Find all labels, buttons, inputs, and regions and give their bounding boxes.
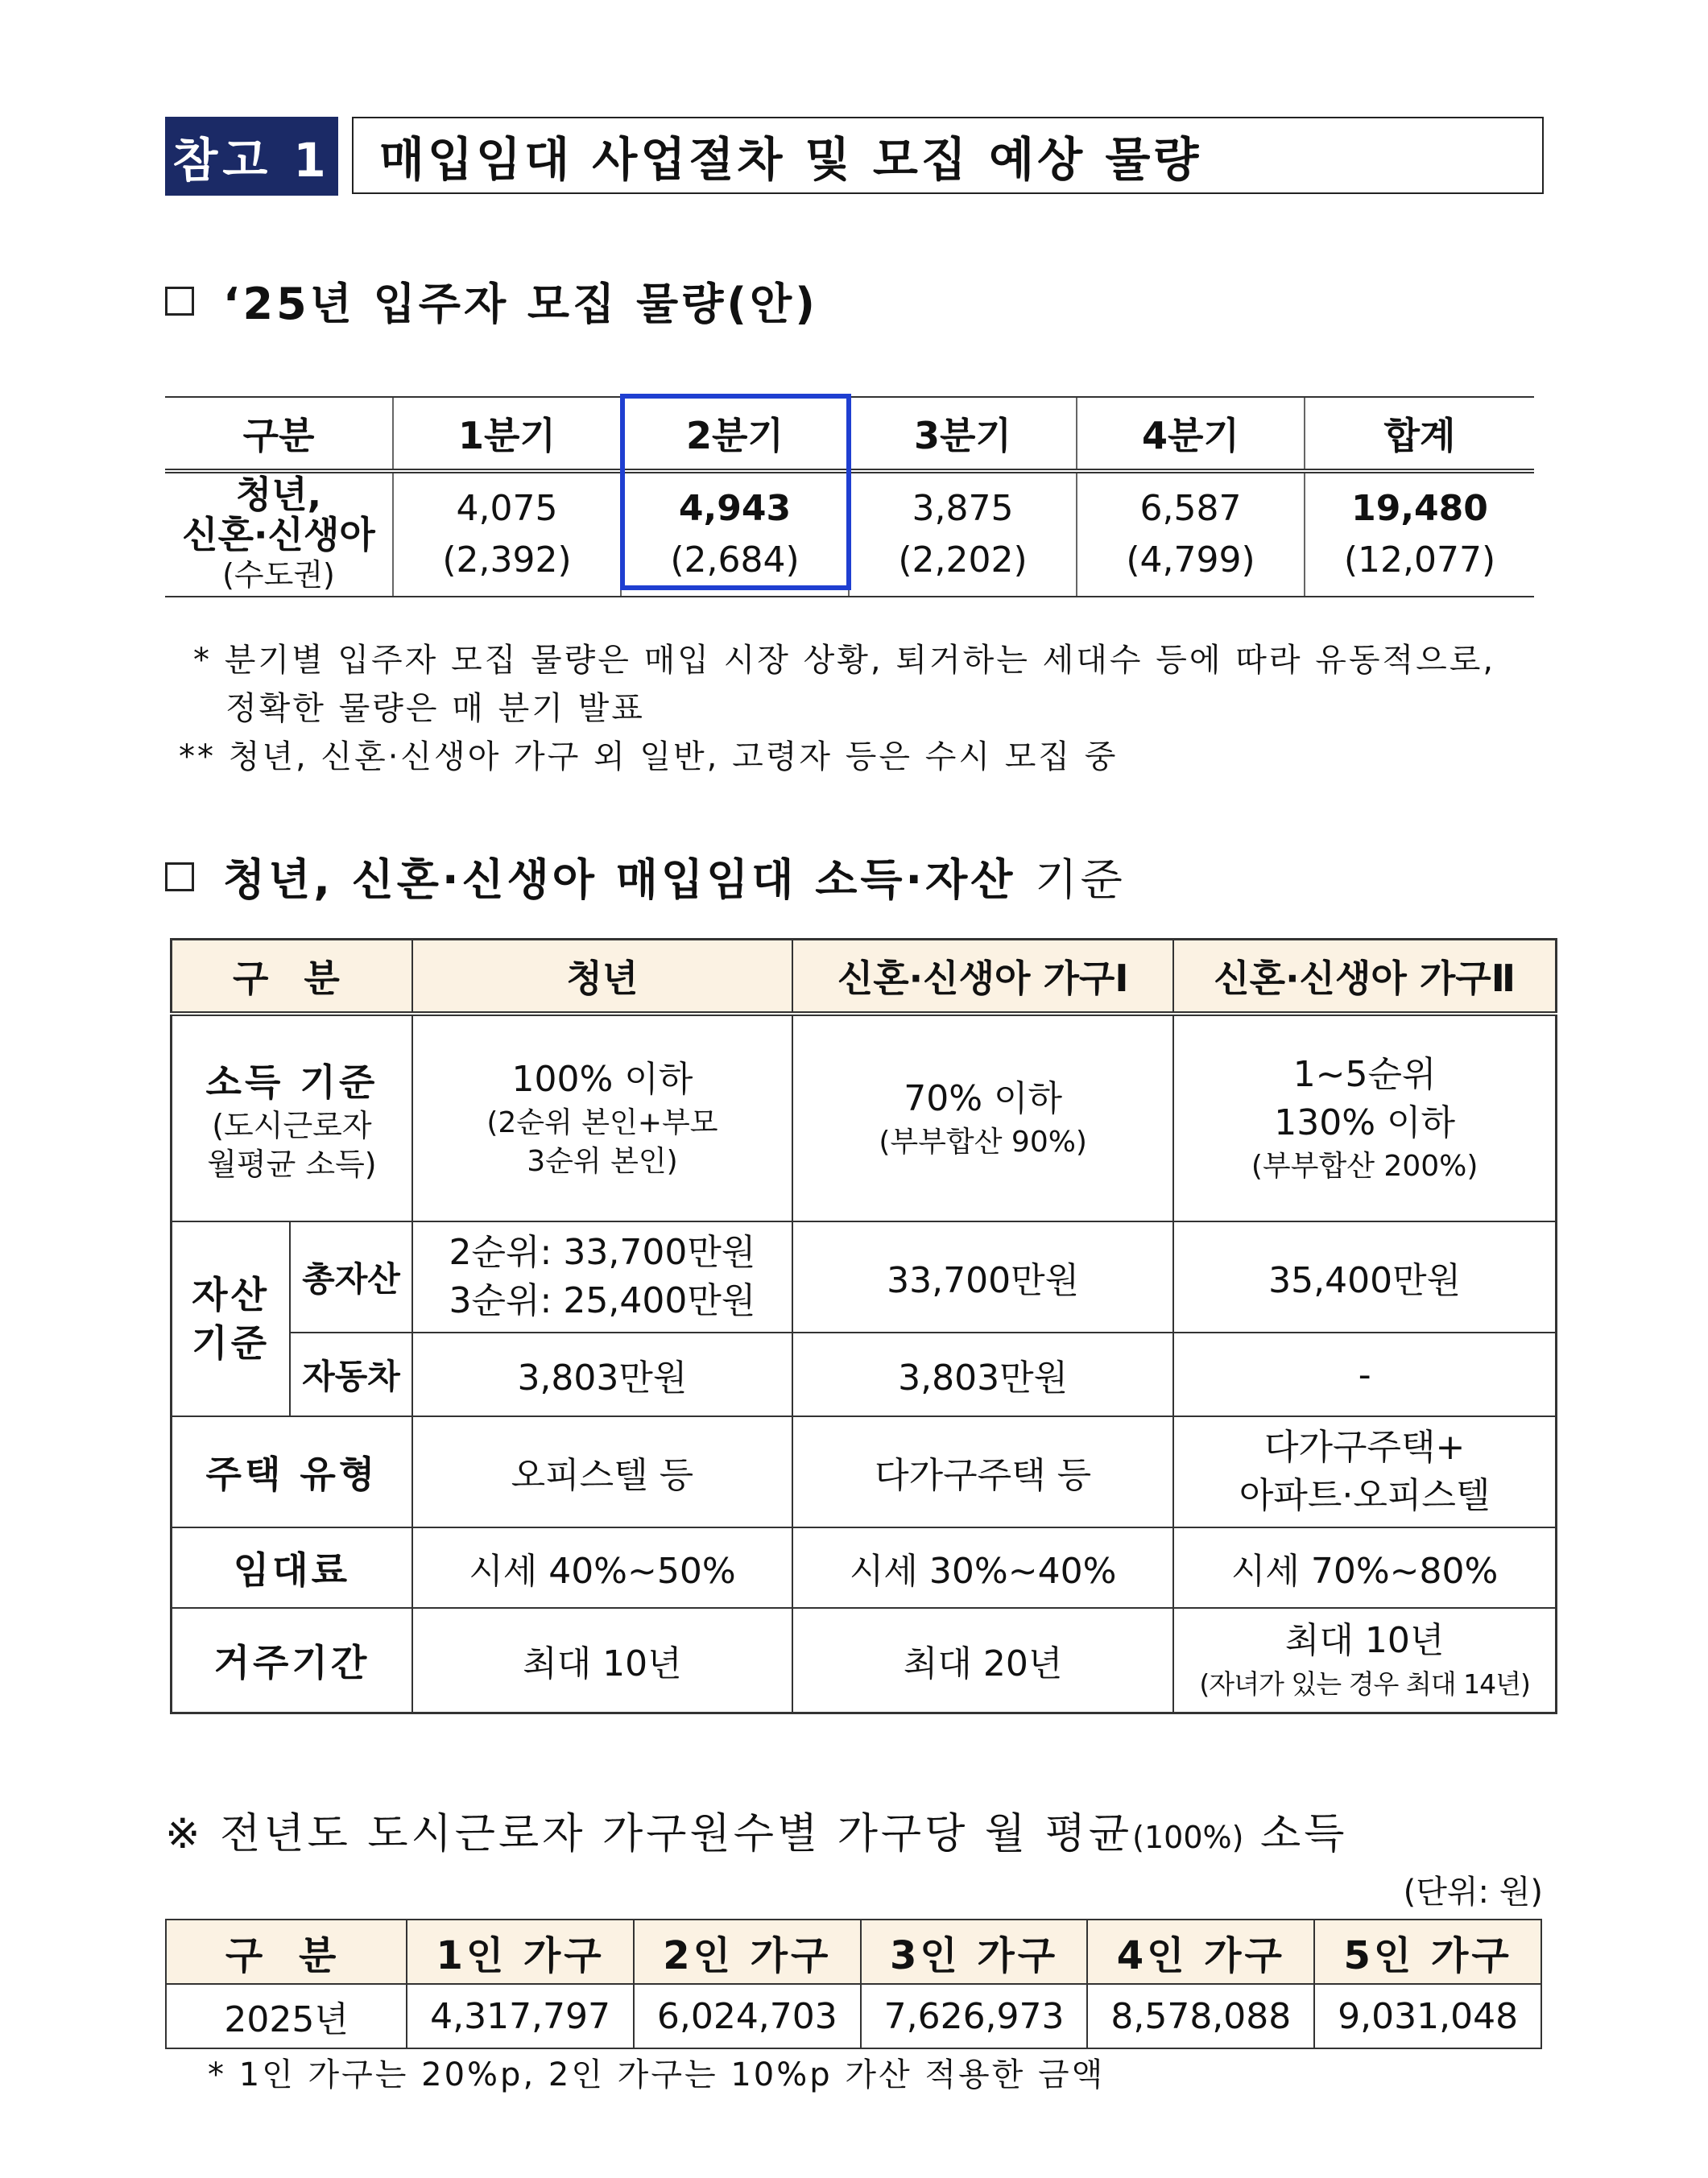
value: 19,480 bbox=[1351, 488, 1488, 529]
cell-sub: (부부합산 200%) bbox=[1251, 1150, 1478, 1183]
row-label-text: 소득 기준 bbox=[205, 1060, 378, 1104]
section3-heading-text: ※ 전년도 도시근로자 가구원수별 가구당 월 평균 bbox=[165, 1810, 1133, 1858]
checkbox-icon bbox=[165, 287, 194, 316]
row-label-line: 신혼·신생아 bbox=[182, 513, 375, 556]
footnote: * 1인 가구는 20%p, 2인 가구는 10%p 가산 적용한 금액 bbox=[208, 2056, 1106, 2093]
section3-heading-small: (100%) bbox=[1132, 1820, 1244, 1855]
page-title-text: 매입임대 사업절차 및 모집 예상 물량 bbox=[379, 132, 1202, 187]
cell bbox=[792, 1014, 1173, 1221]
column-header: 1인 가구 bbox=[407, 1920, 634, 1984]
cell-sub: (자녀가 있는 경우 최대 14년) bbox=[1199, 1668, 1530, 1700]
table-header-row bbox=[166, 1920, 1541, 1984]
table-row bbox=[166, 1984, 1541, 2048]
q4-cell bbox=[1077, 471, 1305, 597]
q2-cell bbox=[621, 471, 849, 597]
column-header: 구분 bbox=[165, 397, 393, 471]
cell: 3,803만원 bbox=[412, 1333, 792, 1416]
cell-sub: (2순위 본인+부모 bbox=[486, 1106, 718, 1139]
cell-sub: 3순위 본인) bbox=[527, 1145, 678, 1178]
cell bbox=[1173, 1014, 1556, 1221]
cell: - bbox=[1173, 1333, 1556, 1416]
row-label bbox=[165, 471, 393, 597]
sub-value: (12,077) bbox=[1343, 539, 1496, 581]
cell: 33,700만원 bbox=[792, 1221, 1173, 1333]
note-line: * 분기별 입주자 모집 물량은 매입 시장 상황, 퇴거하는 세대수 등에 따라 유동적으로, bbox=[193, 642, 1496, 679]
cell-main: 아파트·오피스텔 bbox=[1239, 1475, 1491, 1516]
table-header-row bbox=[165, 397, 1534, 471]
cell: 35,400만원 bbox=[1173, 1221, 1556, 1333]
row-label-text: 자산 bbox=[192, 1273, 271, 1316]
row-label bbox=[172, 1014, 412, 1221]
sub-value: (4,799) bbox=[1126, 539, 1255, 581]
section2-heading bbox=[165, 845, 1126, 907]
cell: 8,578,088 bbox=[1087, 1984, 1314, 2048]
table-row bbox=[172, 1014, 1557, 1221]
checkbox-icon bbox=[165, 862, 194, 891]
value: 6,587 bbox=[1139, 488, 1242, 529]
column-header: 합계 bbox=[1305, 397, 1534, 471]
column-header: 구 분 bbox=[172, 940, 412, 1015]
cell-main: 70% 이하 bbox=[904, 1078, 1063, 1119]
sub-row-label: 총자산 bbox=[290, 1221, 412, 1333]
sub-row-label: 자동차 bbox=[290, 1333, 412, 1416]
table-header-row bbox=[172, 940, 1557, 1015]
section2-heading-tail: 기준 bbox=[1035, 854, 1126, 905]
cell bbox=[1173, 1608, 1556, 1713]
column-header: 청년 bbox=[412, 940, 792, 1015]
cell-sub: (부부합산 90%) bbox=[879, 1126, 1087, 1159]
section3-heading bbox=[165, 1800, 1347, 1860]
value: 3,875 bbox=[912, 488, 1014, 529]
cell bbox=[412, 1221, 792, 1333]
cell: 7,626,973 bbox=[861, 1984, 1088, 2048]
row-label-text: 기준 bbox=[192, 1321, 271, 1365]
cell: 3,803만원 bbox=[792, 1333, 1173, 1416]
cell: 시세 70%~80% bbox=[1173, 1527, 1556, 1608]
cell-main: 1~5순위 bbox=[1292, 1054, 1437, 1095]
cell-main: 다가구주택+ bbox=[1263, 1427, 1466, 1468]
cell: 시세 30%~40% bbox=[792, 1527, 1173, 1608]
sub-value: (2,202) bbox=[898, 539, 1028, 581]
section1-heading bbox=[165, 270, 818, 332]
sub-value: (2,392) bbox=[442, 539, 572, 581]
column-header: 신혼·신생아 가구Ⅰ bbox=[792, 940, 1173, 1015]
column-header: 3인 가구 bbox=[861, 1920, 1088, 1984]
cell-main: 2순위: 33,700만원 bbox=[449, 1232, 756, 1273]
column-header: 2분기 bbox=[621, 397, 849, 471]
column-header: 2인 가구 bbox=[634, 1920, 861, 1984]
cell: 최대 20년 bbox=[792, 1608, 1173, 1713]
q3-cell bbox=[849, 471, 1077, 597]
q1-cell bbox=[393, 471, 621, 597]
recruitment-volume-table bbox=[165, 396, 1534, 597]
table-row bbox=[172, 1527, 1557, 1608]
row-label-line: 청년, bbox=[235, 473, 322, 516]
table-row bbox=[172, 1333, 1557, 1416]
cell bbox=[1173, 1416, 1556, 1527]
column-header: 4인 가구 bbox=[1087, 1920, 1314, 1984]
cell-main: 130% 이하 bbox=[1274, 1102, 1456, 1143]
cell: 6,024,703 bbox=[634, 1984, 861, 2048]
table-row bbox=[172, 1416, 1557, 1527]
value: 4,943 bbox=[678, 488, 792, 529]
section2-heading-text: 청년, 신혼·신생아 매입임대 소득·자산 bbox=[223, 854, 1016, 905]
note-line: ** 청년, 신혼·신생아 가구 외 일반, 고령자 등은 수시 모집 중 bbox=[179, 738, 1119, 775]
row-label bbox=[172, 1221, 291, 1416]
column-header: 신혼·신생아 가구Ⅱ bbox=[1173, 940, 1556, 1015]
cell: 9,031,048 bbox=[1314, 1984, 1541, 2048]
cell: 오피스텔 등 bbox=[412, 1416, 792, 1527]
cell: 다가구주택 등 bbox=[792, 1416, 1173, 1527]
page-title bbox=[352, 117, 1544, 194]
table-row bbox=[172, 1608, 1557, 1713]
cell: 2025년 bbox=[166, 1984, 407, 2048]
row-label: 거주기간 bbox=[172, 1608, 412, 1713]
column-header: 3분기 bbox=[849, 397, 1077, 471]
section3-heading-tail: 소득 bbox=[1259, 1810, 1348, 1858]
cell bbox=[412, 1014, 792, 1221]
cell: 4,317,797 bbox=[407, 1984, 634, 2048]
column-header: 5인 가구 bbox=[1314, 1920, 1541, 1984]
column-header: 4분기 bbox=[1077, 397, 1305, 471]
income-asset-criteria-table bbox=[170, 938, 1557, 1714]
row-label-sub: (수도권) bbox=[222, 557, 335, 593]
cell-main: 100% 이하 bbox=[511, 1059, 693, 1100]
row-label: 임대료 bbox=[172, 1527, 412, 1608]
total-cell bbox=[1305, 471, 1534, 597]
value: 4,075 bbox=[456, 488, 558, 529]
reference-label: 참고 1 bbox=[165, 117, 338, 196]
cell-main: 최대 10년 bbox=[1284, 1619, 1445, 1661]
unit-label: (단위: 원) bbox=[1403, 1874, 1543, 1911]
table-row bbox=[172, 1221, 1557, 1333]
column-header: 1분기 bbox=[393, 397, 621, 471]
section1-heading-text: ‘25년 입주자 모집 물량(안) bbox=[223, 279, 818, 329]
row-label-sub: 월평균 소득) bbox=[207, 1147, 377, 1182]
cell-main: 3순위: 25,400만원 bbox=[449, 1280, 756, 1321]
column-header: 구 분 bbox=[166, 1920, 407, 1984]
cell: 시세 40%~50% bbox=[412, 1527, 792, 1608]
row-label: 주택 유형 bbox=[172, 1416, 412, 1527]
income-by-household-table bbox=[165, 1919, 1542, 2049]
table-row bbox=[165, 471, 1534, 597]
cell: 최대 10년 bbox=[412, 1608, 792, 1713]
sub-value: (2,684) bbox=[670, 539, 800, 581]
row-label-sub: (도시근로자 bbox=[212, 1108, 372, 1143]
note-line: 정확한 물량은 매 분기 발표 bbox=[225, 690, 645, 727]
